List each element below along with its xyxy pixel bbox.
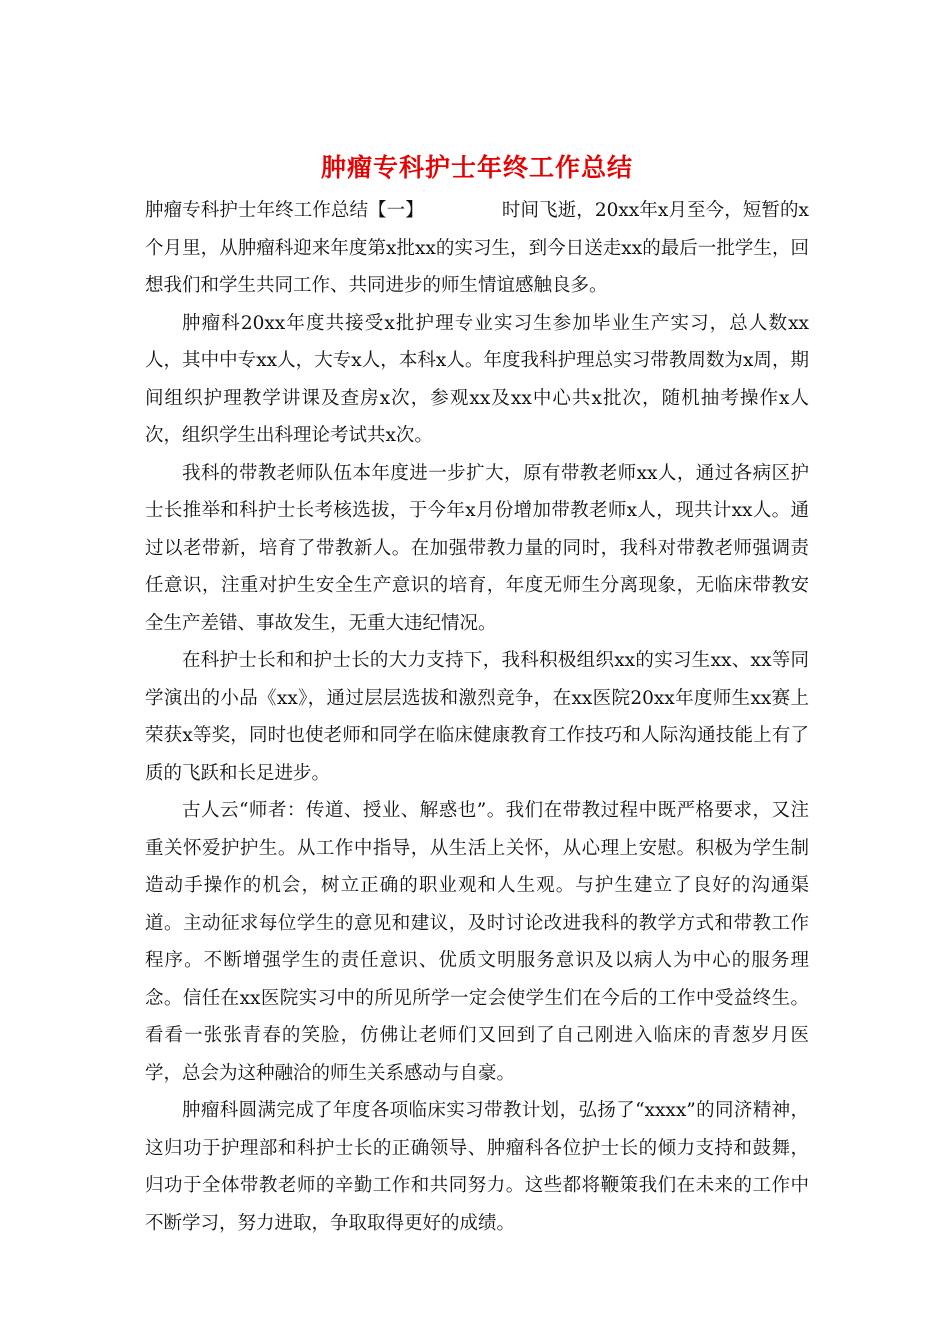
document-title: 肿瘤专科护士年终工作总结 [320,153,633,182]
body-paragraph-3: 在科护士长和和护士长的大力支持下，我科积极组织xx的实习生xx、xx等同学演出的小品《xx》，通过层层选拔和激烈竞争，在xx医院20xx年度师生xx赛上荣获x等奖，同时也使老师和同学在临床健康教育工作技巧和人际沟通技能上有了质的飞跃和长足进步。 [145,650,809,784]
body-paragraph-5: 肿瘤科圆满完成了年度各项临床实习带教计划，弘扬了“xxxx”的同济精神，这归功于护理部和科护士长的正确领导、肿瘤科各位护士长的倾力支持和鼓舞，归功于全体带教老师的辛勤工作和共同努力。这些都将鞭策我们在未来的工作中不断学习，努力进取，争取取得更好的成绩。 [145,1100,809,1234]
intro-label: 肿瘤专科护士年终工作总结【一】 [145,200,424,221]
intro-paragraph [145,192,809,305]
body-paragraph-2: 我科的带教老师队伍本年度进一步扩大，原有带教老师xx人，通过各病区护士长推举和科护士长考核选拔，于今年x月份增加带教老师x人，现共计xx人。通过以老带新，培育了带教新人。在加强带教力量的同时，我科对带教老师强调责任意识，注重对护生安全生产意识的培育，年度无师生分离现象，无临床带教安全生产差错、事故发生，无重大违纪情况。 [145,462,809,634]
intro-text: 时间飞逝，20xx年x月至今，短暂的x个月里，从肿瘤科迎来年度第x批xx的实习生，到今日送走xx的最后一批学生，回想我们和学生共同工作、共同进步的师生情谊感触良多。 [145,200,809,296]
document-page [145,148,809,1242]
body-paragraph-4: 古人云“师者：传道、授业、解惑也”。我们在带教过程中既严格要求，又注重关怀爱护护生。从工作中指导，从生活上关怀，从心理上安慰。积极为学生制造动手操作的机会，树立正确的职业观和人生观。与护生建立了良好的沟通渠道。主动征求每位学生的意见和建议，及时讨论改进我科的教学方式和带教工作程序。不断增强学生的责任意识、优质文明服务意识及以病人为中心的服务理念。信任在xx医院实习中的所见所学一定会使学生们在今后的工作中受益终生。看看一张张青春的笑脸，仿佛让老师们又回到了自己刚进入临床的青葱岁月医学，总会为这种融洽的师生关系感动与自豪。 [145,800,809,1084]
body-paragraph-1: 肿瘤科20xx年度共接受x批护理专业实习生参加毕业生产实习，总人数xx人，其中中专xx人，大专x人，本科x人。年度我科护理总实习带教周数为x周，期间组织护理教学讲课及查房x次，参观xx及xx中心共x批次，随机抽考操作x人次，组织学生出科理论考试共x次。 [145,312,809,446]
